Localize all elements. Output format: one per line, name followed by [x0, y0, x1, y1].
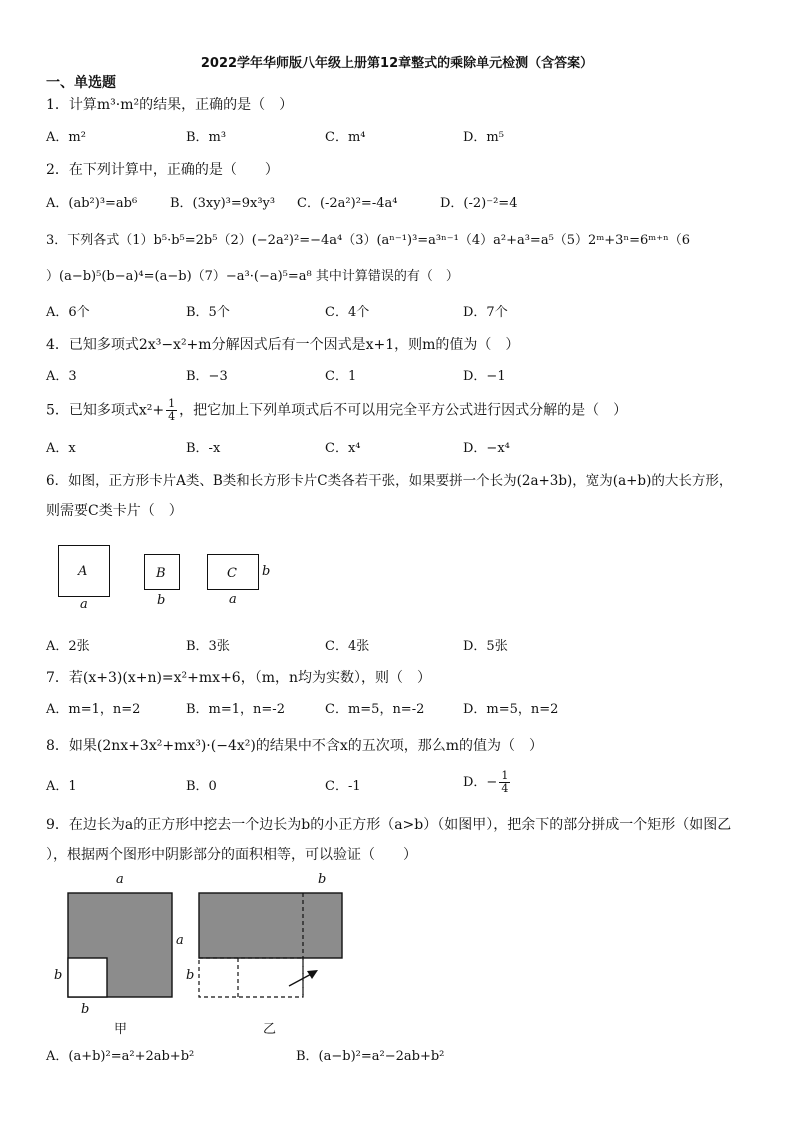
dashed-original-part: [199, 958, 303, 997]
card-b-label: B: [156, 566, 166, 581]
q5-fraction: $\frac{1}{4}$: [168, 397, 176, 423]
fig-yi-left-b: b: [186, 968, 195, 983]
card-c-width-label: a: [229, 592, 237, 607]
fig-jia-left-b: b: [54, 968, 63, 983]
question-2: 2．在下列计算中，正确的是（ ）: [46, 162, 279, 178]
q9-option-b: B．(a−b)²=a²−2ab+b²: [296, 1049, 445, 1064]
fig-jia-top-a: a: [116, 872, 124, 887]
q5-option-a: A．x: [46, 441, 76, 456]
q6-option-d: D．5张: [463, 639, 508, 654]
q7-option-c: C．m=5，n=-2: [325, 702, 425, 717]
q2-option-b: B．(3xy)³=9x³y³: [170, 196, 276, 211]
section-heading: 一、单选题: [46, 75, 116, 91]
question-3-line1: 3．下列各式（1）b⁵·b⁵=2b⁵（2）(−2a²)²=−4a⁴（3）(aⁿ⁻¹)³=a³ⁿ⁻¹（4）a²+a³=a⁵（5）2ᵐ+3ⁿ=6ᵐ⁺ⁿ（6: [46, 233, 690, 248]
q8-option-d: D．− $\frac{1}{4}$: [463, 769, 509, 795]
q5-stem-part1: 5．已知多项式x²+: [46, 402, 165, 419]
q6-option-a: A．2张: [46, 639, 90, 654]
q5-option-c: C．x⁴: [325, 441, 361, 456]
rearranged-rectangle: [199, 893, 342, 958]
q2-option-c: C．(-2a²)²=-4a⁴: [297, 196, 398, 211]
q3-option-b: B．5个: [186, 305, 230, 320]
q5-option-b: B．-x: [186, 441, 221, 456]
q3-option-a: A．6个: [46, 305, 90, 320]
q1-option-b: B．m³: [186, 130, 227, 145]
q4-option-a: A．3: [46, 369, 77, 384]
q5-option-d: D．−x⁴: [463, 441, 510, 456]
card-a-side-label: a: [80, 597, 88, 612]
card-c-label: C: [227, 566, 237, 581]
q7-option-a: A．m=1，n=2: [46, 702, 141, 717]
question-1: 1．计算m³·m²的结果，正确的是（ ）: [46, 97, 294, 113]
page-title: 2022学年华师版八年级上册第12章整式的乘除单元检测（含答案）: [200, 56, 594, 71]
q6-option-c: C．4张: [325, 639, 370, 654]
q3-option-d: D．7个: [463, 305, 508, 320]
q8-option-a: A．1: [46, 779, 77, 794]
question-8: 8．如果(2nx+3x²+mx³)·(−4x²)的结果中不含x的五次项，那么m的值为（ ）: [46, 738, 543, 754]
fig-jia-caption: 甲: [114, 1022, 128, 1037]
q7-option-b: B．m=1，n=-2: [186, 702, 285, 717]
q6-option-b: B．3张: [186, 639, 230, 654]
removed-small-square: [68, 958, 107, 997]
question-9-line1: 9．在边长为a的正方形中挖去一个边长为b的小正方形（a>b）（如图甲），把余下的部分拼成一个矩形（如图乙: [46, 817, 732, 833]
q1-option-d: D．m⁵: [463, 130, 504, 145]
q5-stem-part2: ，把它加上下列单项式后不可以用完全平方公式进行因式分解的是（ ）: [179, 402, 628, 419]
question-4: 4．已知多项式2x³−x²+m分解因式后有一个因式是x+1，则m的值为（ ）: [46, 337, 520, 353]
q1-option-a: A．m²: [46, 130, 86, 145]
q3-option-c: C．4个: [325, 305, 370, 320]
q8-option-b: B．0: [186, 779, 217, 794]
fig-yi-caption: 乙: [263, 1022, 277, 1037]
move-arrow-head: [307, 970, 318, 979]
question-6-line1: 6．如图，正方形卡片A类、B类和长方形卡片C类各若干张，如果要拼一个长为(2a+3b)，宽为(a+b)的大长方形，: [46, 473, 733, 489]
q9-option-a: A．(a+b)²=a²+2ab+b²: [46, 1049, 195, 1064]
q4-option-b: B．−3: [186, 369, 228, 384]
card-c-height-label: b: [262, 564, 271, 579]
q2-option-d: D．(-2)⁻²=4: [440, 196, 518, 211]
fig-yi-top-b: b: [318, 872, 327, 887]
q2-option-a: A．(ab²)³=ab⁶: [46, 196, 138, 211]
q8-option-c: C．-1: [325, 779, 361, 794]
fig-jia-side-a: a: [176, 933, 184, 948]
q4-option-c: C．1: [325, 369, 357, 384]
question-3-line2: ）(a−b)⁵(b−a)⁴=(a−b)（7）−a³·(−a)⁵=a⁸ 其中计算错误的有（ ）: [46, 269, 459, 284]
fig-jia-bottom-b: b: [81, 1002, 90, 1017]
question-9-line2: ），根据两个图形中阴影部分的面积相等，可以验证（ ）: [46, 847, 417, 863]
card-b-side-label: b: [157, 593, 166, 608]
card-a-label: A: [78, 564, 88, 579]
q7-option-d: D．m=5，n=2: [463, 702, 559, 717]
question-7: 7．若(x+3)(x+n)=x²+mx+6，（m，n均为实数），则（ ）: [46, 670, 431, 686]
question-6-line2: 则需要C类卡片（ ）: [46, 503, 183, 519]
q1-option-c: C．m⁴: [325, 130, 366, 145]
q4-option-d: D．−1: [463, 369, 506, 384]
